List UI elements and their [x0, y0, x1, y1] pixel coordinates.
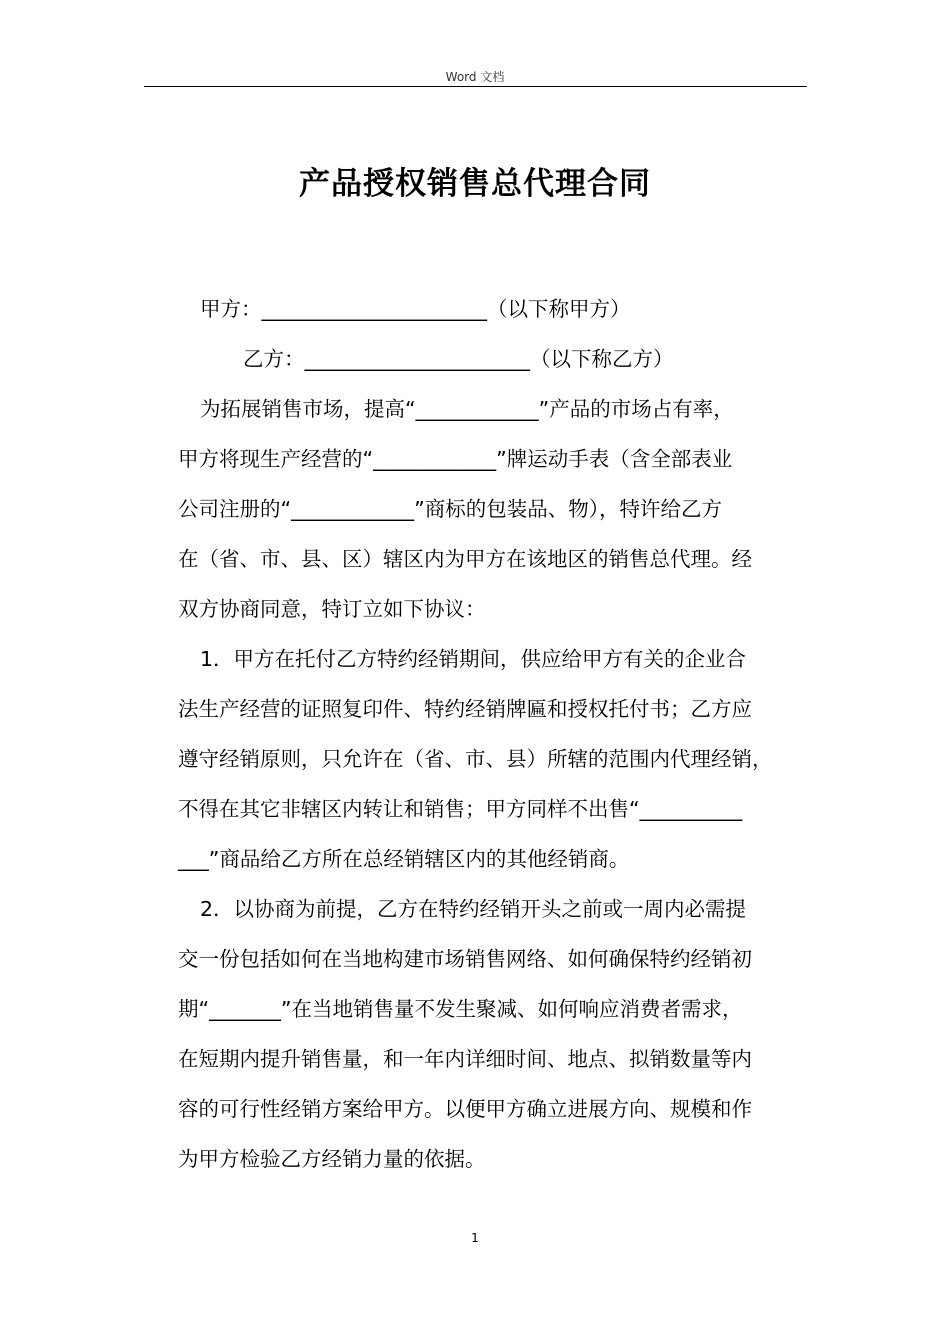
- clause-2-line: 为甲方检验乙方经销力量的依据。: [178, 1147, 486, 1171]
- clause-2-line: 在短期内提升销售量，和一年内详细时间、地点、拟销数量等内: [178, 1047, 752, 1071]
- party-a-line: 甲方：______________________（以下称甲方）: [200, 297, 631, 321]
- clause-1-line: 法生产经营的证照复印件、特约经销牌匾和授权托付书；乙方应: [178, 697, 752, 721]
- clause-1-line: 遵守经销原则，只允许在（省、市、县）所辖的范围内代理经销，: [178, 747, 773, 771]
- party-b-line: 乙方：______________________（以下称乙方）: [243, 347, 674, 371]
- clause-2-line: 期“_______”在当地销售量不发生聚减、如何响应消费者需求，: [178, 997, 743, 1021]
- header-divider: [144, 86, 807, 87]
- clause-2-line: 2．以协商为前提，乙方在特约经销开头之前或一周内必需提: [200, 897, 747, 921]
- clause-1-line: 不得在其它非辖区内转让和销售；甲方同样不出售“__________: [178, 797, 743, 821]
- header-label: Word 文档: [445, 70, 505, 84]
- clause-2-line: 交一份包括如何在当地构建市场销售网络、如何确保特约经销初: [178, 947, 752, 971]
- document-title: 产品授权销售总代理合同: [299, 166, 651, 202]
- paragraph-line: 公司注册的“____________”商标的包装品、物），特许给乙方: [178, 497, 722, 521]
- page-number: 1: [471, 1231, 479, 1245]
- paragraph-line: 为拓展销售市场，提高“____________”产品的市场占有率，: [200, 397, 734, 421]
- paragraph-line: 在（省、市、县、区）辖区内为甲方在该地区的销售总代理。经: [178, 547, 752, 571]
- clause-1-line: ___”商品给乙方所在总经销辖区内的其他经销商。: [178, 847, 630, 871]
- paragraph-line: 甲方将现生产经营的“____________”牌运动手表（含全部表业: [178, 447, 733, 471]
- paragraph-line: 双方协商同意，特订立如下协议：: [178, 597, 486, 621]
- clause-1-line: 1．甲方在托付乙方特约经销期间，供应给甲方有关的企业合: [200, 647, 747, 671]
- clause-2-line: 容的可行性经销方案给甲方。以便甲方确立进展方向、规模和作: [178, 1097, 752, 1121]
